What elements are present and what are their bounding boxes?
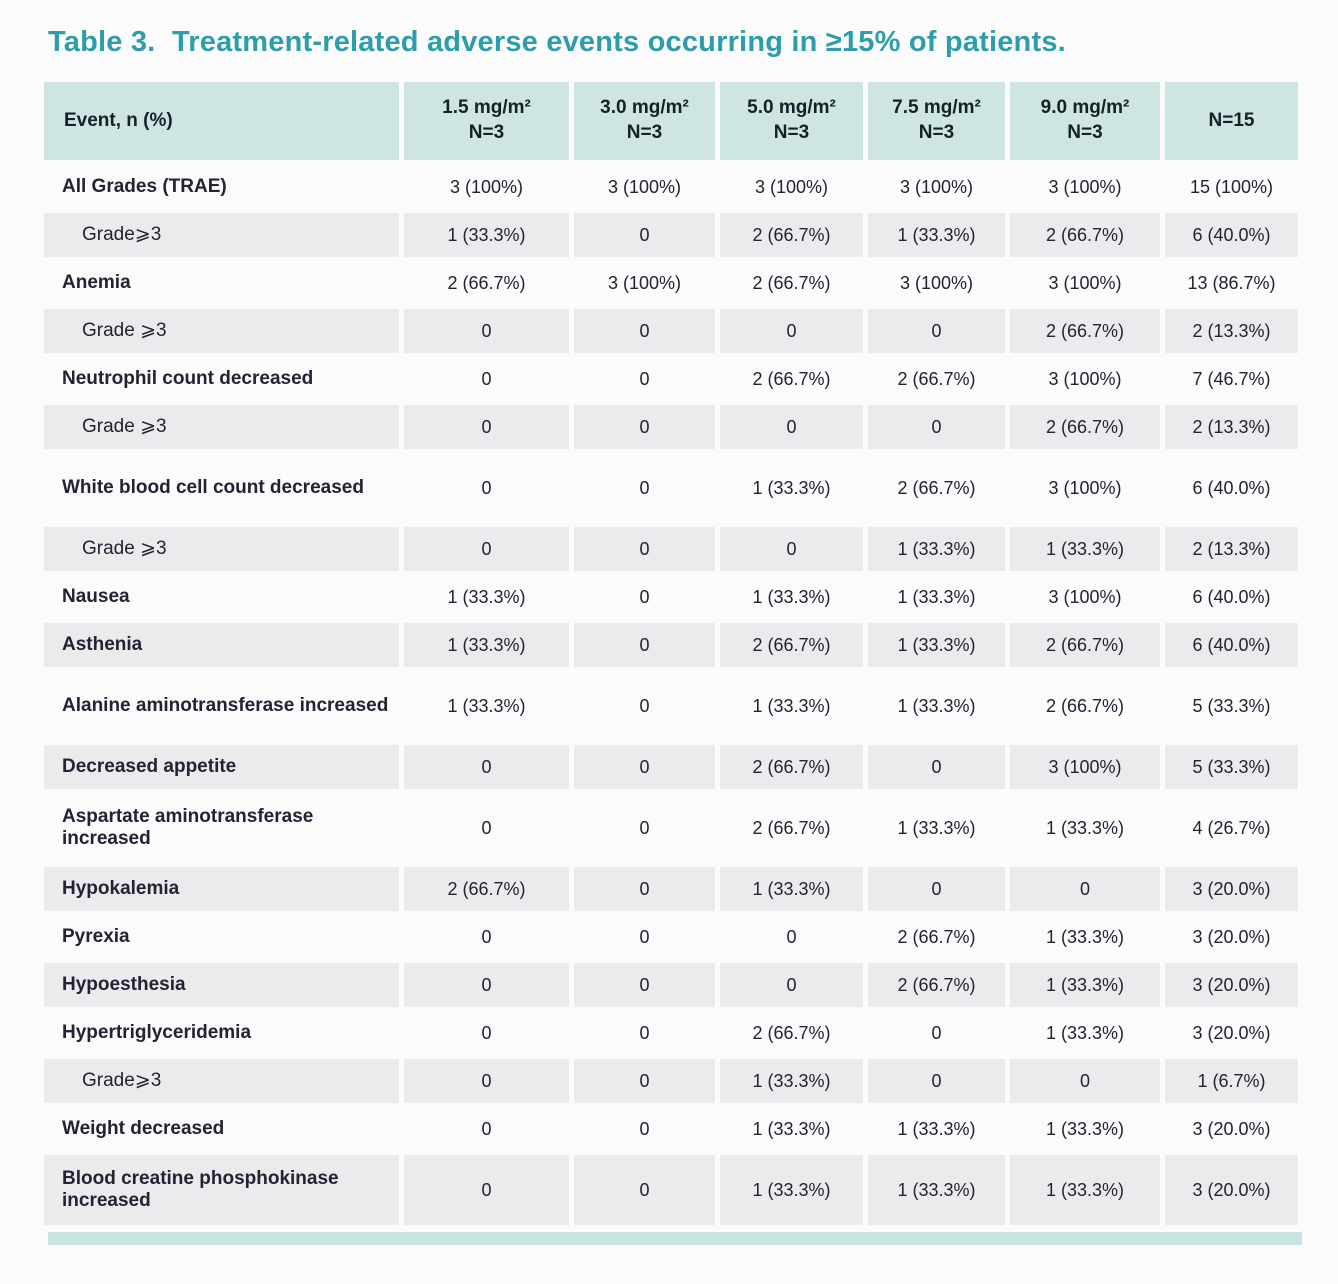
value-cell: 1 (33.3%) [1045, 926, 1125, 947]
value-cell: 0 [481, 1118, 492, 1139]
value-cell: 1 (33.3%) [720, 1059, 863, 1103]
value-cell: 1 (33.3%) [752, 695, 831, 716]
event-cell: Nausea [62, 585, 130, 607]
value-cell: 0 [404, 309, 569, 353]
value-cell: 3 (100%) [1048, 477, 1122, 498]
value-cell: 0 [639, 695, 650, 716]
event-cell: Grade ⩾3 [44, 405, 399, 449]
table-title: Table 3. Treatment-related adverse events occurring in ≥15% of patients. [48, 26, 1066, 58]
value-cell: 0 [639, 586, 650, 607]
table-row [44, 453, 1298, 523]
value-cell: 2 (66.7%) [752, 1022, 831, 1043]
value-cell: 0 [574, 405, 715, 449]
event-cell: Hypoesthesia [44, 963, 399, 1007]
value-cell: 2 (66.7%) [720, 745, 863, 789]
value-cell: 1 (33.3%) [720, 867, 863, 911]
value-cell: 0 [404, 1155, 569, 1225]
value-cell: 0 [786, 926, 797, 947]
value-cell: 1 (33.3%) [868, 1155, 1005, 1225]
value-cell: 0 [720, 963, 863, 1007]
event-cell: Asthenia [44, 623, 399, 667]
adverse-events-table [44, 82, 1298, 1245]
table-row [44, 1107, 1298, 1151]
cohort-size-label: N=3 [918, 122, 955, 143]
value-cell: 1 (33.3%) [1010, 1155, 1160, 1225]
value-cell: 0 [868, 745, 1005, 789]
value-cell: 2 (13.3%) [1165, 527, 1298, 571]
value-cell: 6 (40.0%) [1165, 213, 1298, 257]
value-cell: 0 [404, 963, 569, 1007]
event-cell: White blood cell count decreased [62, 476, 364, 498]
cohort-size-label: N=3 [773, 122, 810, 143]
value-cell: 3 (100%) [1048, 368, 1122, 389]
value-cell: 0 [481, 1022, 492, 1043]
event-cell: Pyrexia [62, 925, 130, 947]
event-cell: Aspartate aminotransferase increased [62, 805, 314, 849]
header-dose-column-4 [868, 82, 1005, 160]
value-cell: 15 (100%) [1189, 176, 1274, 197]
value-cell: 0 [868, 405, 1005, 449]
table-row [44, 575, 1298, 619]
value-cell: 1 (33.3%) [404, 623, 569, 667]
value-cell: 2 (66.7%) [897, 926, 976, 947]
value-cell: 2 (66.7%) [752, 817, 831, 838]
value-cell: 6 (40.0%) [1192, 477, 1271, 498]
value-cell: 0 [574, 867, 715, 911]
event-cell: Neutrophil count decreased [62, 367, 314, 389]
value-cell: 0 [481, 926, 492, 947]
value-cell: 2 (66.7%) [752, 272, 831, 293]
total-size-label: N=15 [1208, 109, 1255, 131]
value-cell: 6 (40.0%) [1165, 623, 1298, 667]
table-row [44, 1059, 1298, 1103]
value-cell: 1 (33.3%) [752, 1118, 831, 1139]
value-cell: 0 [404, 527, 569, 571]
event-cell: Blood creatine phosphokinase increased [44, 1155, 399, 1225]
value-cell: 0 [574, 213, 715, 257]
header-dose-column-2 [574, 82, 715, 160]
event-cell: Grade ⩾3 [44, 309, 399, 353]
value-cell: 2 (66.7%) [1010, 213, 1160, 257]
value-cell: 3 (100%) [899, 176, 974, 197]
value-cell: 2 (66.7%) [447, 272, 526, 293]
value-cell: 0 [639, 817, 650, 838]
value-cell: 1 (33.3%) [897, 817, 976, 838]
footer-accent-bar [48, 1232, 1302, 1245]
value-cell: 0 [720, 309, 863, 353]
table-row [44, 793, 1298, 863]
value-cell: 0 [404, 745, 569, 789]
value-cell: 3 (100%) [754, 176, 829, 197]
dose-label: 7.5 mg/m² [892, 97, 981, 119]
event-cell: Grade⩾3 [44, 1059, 399, 1103]
value-cell: 3 (20.0%) [1165, 963, 1298, 1007]
value-cell: 1 (33.3%) [404, 213, 569, 257]
value-cell: 1 (33.3%) [447, 695, 526, 716]
event-cell: Alanine aminotransferase increased [62, 694, 389, 716]
value-cell: 1 (33.3%) [752, 477, 831, 498]
table-row [44, 745, 1298, 789]
value-cell: 3 (20.0%) [1192, 1022, 1271, 1043]
value-cell: 0 [574, 1059, 715, 1103]
value-cell: 1 (6.7%) [1165, 1059, 1298, 1103]
value-cell: 0 [404, 405, 569, 449]
value-cell: 3 (100%) [607, 272, 682, 293]
value-cell: 1 (33.3%) [1010, 527, 1160, 571]
value-cell: 1 (33.3%) [1010, 963, 1160, 1007]
value-cell: 1 (33.3%) [752, 586, 831, 607]
value-cell: 1 (33.3%) [1045, 1118, 1125, 1139]
event-cell: Grade⩾3 [44, 213, 399, 257]
value-cell: 1 (33.3%) [1045, 817, 1125, 838]
cohort-size-label: N=3 [1067, 122, 1103, 143]
value-cell: 0 [404, 1059, 569, 1103]
value-cell: 1 (33.3%) [447, 586, 526, 607]
event-cell: Hypertriglyceridemia [62, 1021, 252, 1043]
table-row [44, 671, 1298, 741]
value-cell: 1 (33.3%) [1045, 1022, 1125, 1043]
value-cell: 2 (66.7%) [1010, 405, 1160, 449]
table-body [44, 165, 1298, 1225]
event-cell: Decreased appetite [44, 745, 399, 789]
table-row [44, 1155, 1298, 1225]
value-cell: 0 [481, 477, 492, 498]
value-cell: 0 [931, 1022, 942, 1043]
event-cell: Grade ⩾3 [44, 527, 399, 571]
value-cell: 0 [868, 309, 1005, 353]
value-cell: 0 [481, 368, 492, 389]
value-cell: 0 [639, 368, 650, 389]
value-cell: 0 [574, 623, 715, 667]
event-cell: Weight decreased [62, 1117, 225, 1139]
value-cell: 3 (100%) [899, 272, 974, 293]
cohort-size-label: N=3 [468, 122, 505, 143]
value-cell: 0 [574, 309, 715, 353]
value-cell: 0 [481, 817, 492, 838]
value-cell: 1 (33.3%) [897, 695, 976, 716]
value-cell: 1 (33.3%) [897, 586, 976, 607]
value-cell: 0 [720, 405, 863, 449]
value-cell: 2 (66.7%) [868, 963, 1005, 1007]
value-cell: 3 (20.0%) [1165, 867, 1298, 911]
value-cell: 3 (20.0%) [1192, 926, 1271, 947]
dose-label: 3.0 mg/m² [600, 97, 689, 119]
value-cell: 0 [639, 1118, 650, 1139]
value-cell: 4 (26.7%) [1192, 817, 1271, 838]
value-cell: 3 (20.0%) [1192, 1118, 1271, 1139]
value-cell: 1 (33.3%) [897, 1118, 976, 1139]
table-row [44, 165, 1298, 209]
dose-label: 5.0 mg/m² [747, 97, 836, 119]
event-cell: All Grades (TRAE) [62, 175, 227, 197]
value-cell: 3 (100%) [607, 176, 682, 197]
value-cell: 1 (33.3%) [868, 623, 1005, 667]
header-dose-column-5 [1010, 82, 1160, 160]
value-cell: 3 (100%) [1048, 586, 1122, 607]
value-cell: 0 [868, 1059, 1005, 1103]
value-cell: 0 [639, 1022, 650, 1043]
value-cell: 0 [1010, 867, 1160, 911]
table-row [44, 867, 1298, 911]
event-cell: Anemia [62, 271, 131, 293]
value-cell: 2 (66.7%) [752, 368, 831, 389]
value-cell: 1 (33.3%) [868, 213, 1005, 257]
value-cell: 0 [639, 477, 650, 498]
event-cell: Hypokalemia [44, 867, 399, 911]
value-cell: 5 (33.3%) [1165, 745, 1298, 789]
table-header-row [44, 82, 1298, 160]
value-cell: 2 (66.7%) [1045, 695, 1125, 716]
value-cell: 2 (66.7%) [720, 623, 863, 667]
value-cell: 1 (33.3%) [720, 1155, 863, 1225]
value-cell: 7 (46.7%) [1192, 368, 1271, 389]
value-cell: 3 (20.0%) [1165, 1155, 1298, 1225]
value-cell: 0 [868, 867, 1005, 911]
header-dose-column-3 [720, 82, 863, 160]
value-cell: 1 (33.3%) [868, 527, 1005, 571]
value-cell: 0 [574, 963, 715, 1007]
header-total-column [1165, 82, 1298, 160]
header-dose-column-1 [404, 82, 569, 160]
value-cell: 0 [574, 527, 715, 571]
value-cell: 0 [639, 926, 650, 947]
value-cell: 3 (100%) [1048, 272, 1122, 293]
table-row [44, 623, 1298, 667]
header-event-label: Event, n (%) [44, 82, 399, 160]
value-cell: 3 (100%) [449, 176, 524, 197]
value-cell: 5 (33.3%) [1192, 695, 1271, 716]
value-cell: 3 (100%) [1010, 745, 1160, 789]
value-cell: 2 (13.3%) [1165, 309, 1298, 353]
value-cell: 2 (66.7%) [897, 368, 976, 389]
value-cell: 6 (40.0%) [1192, 586, 1271, 607]
value-cell: 2 (13.3%) [1165, 405, 1298, 449]
value-cell: 13 (86.7%) [1187, 272, 1276, 293]
value-cell: 3 (100%) [1048, 176, 1122, 197]
value-cell: 2 (66.7%) [404, 867, 569, 911]
value-cell: 0 [720, 527, 863, 571]
table-row [44, 915, 1298, 959]
value-cell: 2 (66.7%) [897, 477, 976, 498]
value-cell: 0 [574, 1155, 715, 1225]
table-row [44, 963, 1298, 1007]
value-cell: 0 [574, 745, 715, 789]
value-cell: 2 (66.7%) [720, 213, 863, 257]
value-cell: 2 (66.7%) [1010, 309, 1160, 353]
table-row [44, 527, 1298, 571]
dose-label: 9.0 mg/m² [1040, 97, 1130, 119]
table-row [44, 309, 1298, 353]
value-cell: 0 [1010, 1059, 1160, 1103]
table-row [44, 1011, 1298, 1055]
table-row [44, 261, 1298, 305]
table-row [44, 357, 1298, 401]
value-cell: 2 (66.7%) [1010, 623, 1160, 667]
table-row [44, 405, 1298, 449]
dose-label: 1.5 mg/m² [442, 97, 531, 119]
cohort-size-label: N=3 [626, 122, 663, 143]
table-row [44, 213, 1298, 257]
